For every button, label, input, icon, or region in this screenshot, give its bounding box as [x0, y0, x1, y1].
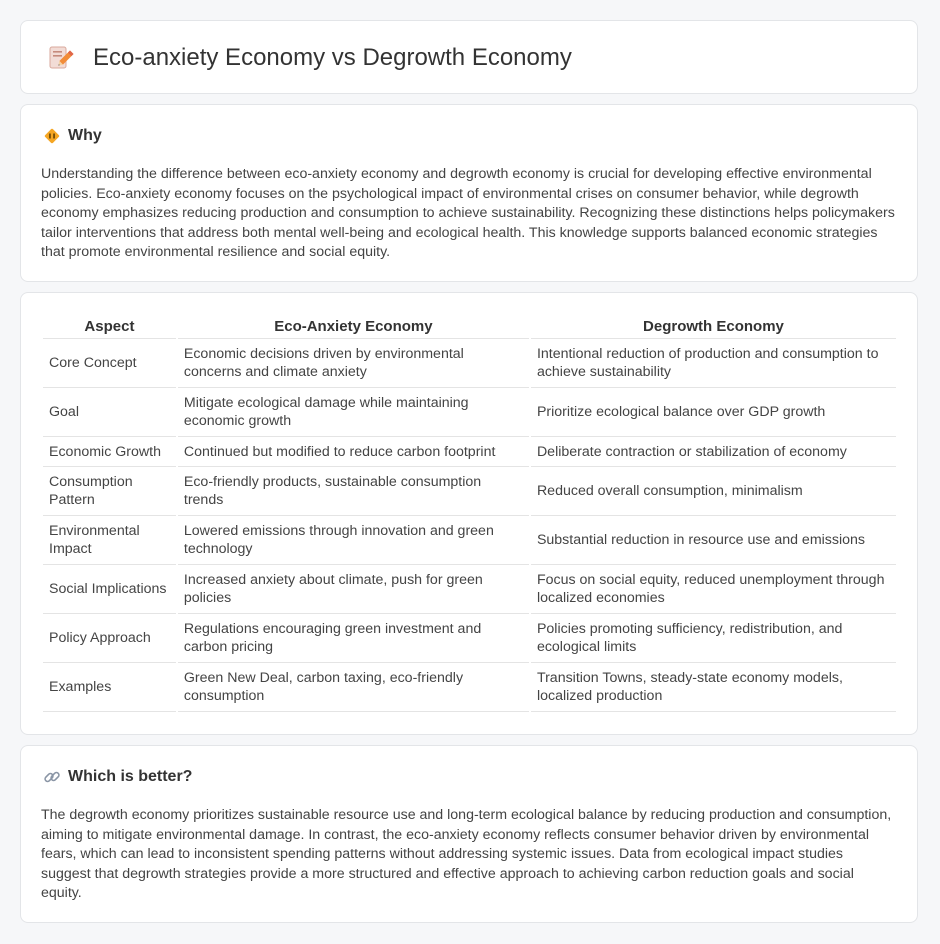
- aspect-cell: Economic Growth: [43, 437, 176, 467]
- page-title: Eco-anxiety Economy vs Degrowth Economy: [93, 44, 572, 71]
- eco-anxiety-cell: Regulations encouraging green investment and carbon pricing: [178, 614, 529, 663]
- table-row: [43, 467, 896, 516]
- eco-anxiety-cell: Continued but modified to reduce carbon footprint: [178, 437, 529, 467]
- degrowth-cell: Policies promoting sufficiency, redistribution, and ecological limits: [531, 614, 896, 663]
- header-eco-anxiety: Eco-Anxiety Economy: [178, 313, 529, 339]
- table-header-row: [43, 313, 896, 339]
- aspect-cell: Goal: [43, 388, 176, 437]
- degrowth-cell: Transition Towns, steady-state economy models, localized production: [531, 663, 896, 712]
- title-card: [20, 20, 918, 94]
- aspect-cell: Core Concept: [43, 339, 176, 388]
- which-better-text: The degrowth economy prioritizes sustainable resource use and long-term ecological balance by reducing production and consumption, aiming to mitigate environmental damage. In contrast, the eco-anxiety economy reflects consumer behavior driven by environmental fears, which can lead to inconsistent spending patterns without addressing systemic issues. Data from ecological impact studies suggest that degrowth strategies provide a more structured and effective approach to achieving carbon reduction goals and social equity.: [41, 807, 892, 902]
- table-row: [43, 388, 896, 437]
- degrowth-cell: Intentional reduction of production and consumption to achieve sustainability: [531, 339, 896, 388]
- table-row: [43, 339, 896, 388]
- degrowth-cell: Focus on social equity, reduced unemployment through localized economies: [531, 565, 896, 614]
- diamond-warning-icon: [43, 127, 61, 145]
- comparison-table: [41, 313, 898, 712]
- pencil-document-icon: [45, 43, 75, 73]
- table-row: [43, 663, 896, 712]
- degrowth-cell: Deliberate contraction or stabilization of economy: [531, 437, 896, 467]
- why-heading: [43, 127, 102, 145]
- link-icon: [43, 768, 61, 786]
- degrowth-cell: Reduced overall consumption, minimalism: [531, 467, 896, 516]
- why-title: Why: [68, 127, 102, 144]
- eco-anxiety-cell: Green New Deal, carbon taxing, eco-friendly consumption: [178, 663, 529, 712]
- degrowth-cell: Substantial reduction in resource use and emissions: [531, 516, 896, 565]
- aspect-cell: Examples: [43, 663, 176, 712]
- degrowth-cell: Prioritize ecological balance over GDP growth: [531, 388, 896, 437]
- comparison-card: [20, 292, 918, 735]
- which-better-heading: [43, 768, 192, 786]
- eco-anxiety-cell: Lowered emissions through innovation and green technology: [178, 516, 529, 565]
- why-text: Understanding the difference between eco-anxiety economy and degrowth economy is crucial for developing effective environmental policies. Eco-anxiety economy focuses on the psychological impact of environmental crises on consumer behavior, while degrowth economy emphasizes reducing production and consumption to achieve sustainability. Recognizing these distinctions helps policymakers tailor interventions that address both mental well-being and ecological health. This knowledge supports balanced economic strategies that promote environmental resilience and social equity.: [41, 166, 895, 261]
- eco-anxiety-cell: Economic decisions driven by environmental concerns and climate anxiety: [178, 339, 529, 388]
- eco-anxiety-cell: Mitigate ecological damage while maintaining economic growth: [178, 388, 529, 437]
- which-better-section: [20, 745, 918, 923]
- header-aspect: Aspect: [43, 313, 176, 339]
- title-row: [45, 43, 572, 73]
- table-row: [43, 565, 896, 614]
- eco-anxiety-cell: Eco-friendly products, sustainable consumption trends: [178, 467, 529, 516]
- eco-anxiety-cell: Increased anxiety about climate, push for green policies: [178, 565, 529, 614]
- table-row: [43, 437, 896, 467]
- table-row: [43, 614, 896, 663]
- which-better-title: Which is better?: [68, 768, 193, 785]
- aspect-cell: Consumption Pattern: [43, 467, 176, 516]
- aspect-cell: Environmental Impact: [43, 516, 176, 565]
- aspect-cell: Policy Approach: [43, 614, 176, 663]
- table-row: [43, 516, 896, 565]
- why-section: [20, 104, 918, 282]
- header-degrowth: Degrowth Economy: [531, 313, 896, 339]
- aspect-cell: Social Implications: [43, 565, 176, 614]
